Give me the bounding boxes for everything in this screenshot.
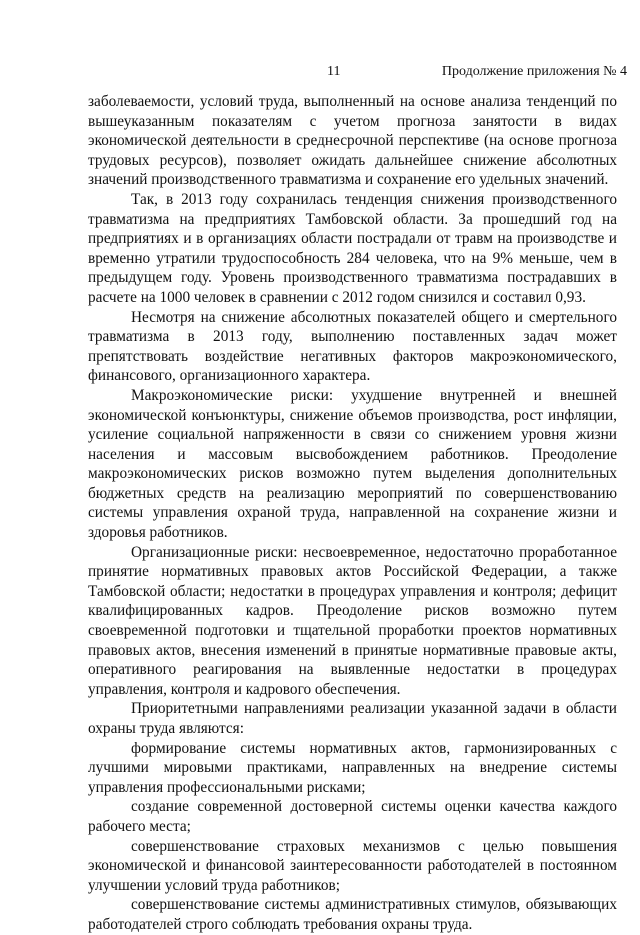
paragraph-injury-trend: Так, в 2013 году сохранилась тенденция снижения производственного травматизма на предприятиях Тамбовской области. За прошедший год на предприятиях и в организациях области пострадали от травм на производстве и временно утратили трудоспособность 284 человека, что на 9% меньше, чем в предыдущем году. Уровень производственного травматизма пострадавших в расчете на 1000 человек в сравнении с 2012 годом снизился и составил 0,93. xyxy=(88,190,617,306)
paragraph-continuation: заболеваемости, условий труда, выполненный на основе анализа тенденций по вышеуказанным показателям с учетом прогноза занятости в видах экономической деятельности в среднесрочной перспективе (на основе прогноза трудовых ресурсов), позволяет ожидать дальнейшее снижение абсолютных значений производственного травматизма и сохранение его удельных значений. xyxy=(88,93,617,189)
body-text xyxy=(88,92,617,935)
running-header: Продолжение приложения № 4 xyxy=(441,64,627,79)
paragraph-macroeconomic-risks: Макроэкономические риски: ухудшение внутренней и внешней экономической конъюнктуры, снижение объемов производства, рост инфляции, усиление социальной напряженности в связи со снижением уровня жизни населения и массовым высвобождением работников. Преодоление макроэкономических рисков возможно путем выделения дополнительных бюджетных средств на реализацию мероприятий по совершенствованию системы управления охраной труда, направленной на сохранение жизни и здоровья работников. xyxy=(88,386,617,542)
priority-item: совершенствование страховых механизмов с целью повышения экономической и финансовой заинтересованности работодателей в постоянном улучшении условий труда работников; xyxy=(88,837,617,894)
paragraph-priorities-intro: Приоритетными направлениями реализации указанной задачи в области охраны труда являются: xyxy=(88,700,617,737)
priority-item: создание современной достоверной системы оценки качества каждого рабочего места; xyxy=(88,798,617,835)
paragraph-organizational-risks: Организационные риски: несвоевременное, недостаточно проработанное принятие нормативных правовых актов Российской Федерации, а также Тамбовской области; недостатки в процедурах управления и контроля; дефицит квалифицированных кадров. Преодоление рисков возможно путем своевременной подготовки и тщательной проработки проектов нормативных правовых актов, внесения изменений в принятые нормативные правовые акты, оперативного реагирования на выявленные недостатки в процедурах управления, контроля и кадрового обеспечения. xyxy=(88,543,617,698)
paragraph-negative-factors: Несмотря на снижение абсолютных показателей общего и смертельного травматизма в 2013 году, выполнению поставленных задач может препятствовать воздействие негативных факторов макроэкономического, финансового, организационного характера. xyxy=(88,308,617,385)
priority-item: формирование системы нормативных актов, гармонизированных с лучшими мировыми практиками, направленных на внедрение системы управления профессиональными рисками; xyxy=(88,739,617,796)
priority-item: совершенствование системы административных стимулов, обязывающих работодателей строго соблюдать требования охраны труда. xyxy=(88,896,617,933)
page-number: 11 xyxy=(327,64,341,79)
